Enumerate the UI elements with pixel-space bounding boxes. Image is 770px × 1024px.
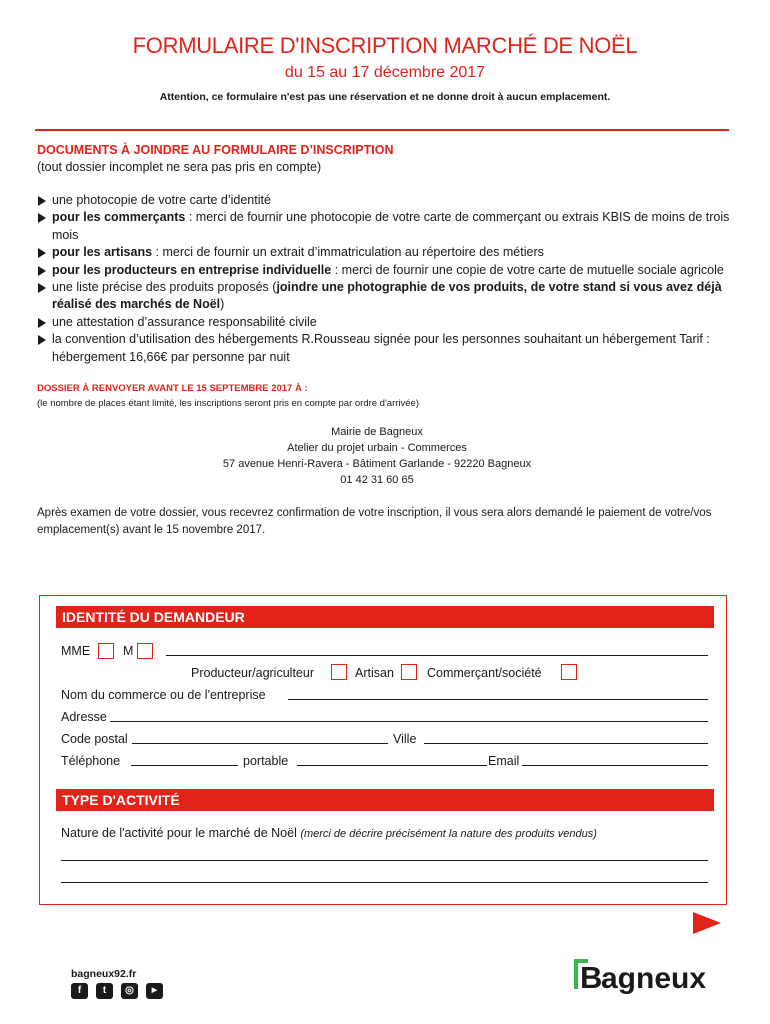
bagneux-logo-graphic [572, 955, 732, 995]
instagram-icon[interactable]: ◎ [121, 983, 138, 999]
activity-nature-label [61, 826, 597, 840]
document-text: la convention d’utilisation des hébergements R.Rousseau signée pour les personnes souhaitant un hébergement Tarif : hébergement 16,66€ par personne par nuit [52, 332, 710, 364]
document-item-id-card [37, 192, 737, 209]
document-category: pour les commerçants [52, 210, 186, 225]
document-emphasis: joindre une photographie de vos produits, de votre stand si vous avez déjà réalisé des marchés de Noël [52, 280, 722, 312]
logo-text: agneux [601, 962, 707, 995]
activity-section-heading: TYPE D'ACTIVITÉ [56, 789, 714, 811]
document-text: : merci de fournir une photocopie de votre carte de commerçant ou extrais KBIS de moins de trois mois [52, 210, 730, 242]
activity-nature-hint: (merci de décrire précisément la nature des produits vendus) [300, 828, 597, 840]
merchant-label: Commerçant/société [427, 666, 542, 680]
mme-checkbox[interactable] [98, 643, 114, 659]
postal-code-label: Code postal [61, 732, 128, 746]
activity-nature-text: Nature de l'activité pour le marché de Noël [61, 826, 297, 840]
form-title: FORMULAIRE D'INSCRIPTION MARCHÉ DE NOËL [132, 33, 638, 58]
document-category: pour les producteurs en entreprise individuelle [52, 262, 332, 277]
city-field[interactable] [424, 743, 708, 744]
document-item-lodging [37, 331, 737, 366]
email-label: Email [488, 754, 520, 768]
activity-line-2[interactable] [61, 882, 708, 883]
website-link[interactable]: bagneux92.fr [71, 968, 137, 980]
registration-form-box [39, 595, 727, 905]
producer-label: Producteur/agriculteur [191, 666, 314, 680]
document-item-merchants [37, 209, 737, 244]
address-field[interactable] [110, 721, 708, 722]
address-line-1: Mairie de Bagneux [331, 426, 423, 438]
documents-list [37, 192, 737, 366]
document-item-producers [37, 262, 737, 279]
event-dates: du 15 au 17 décembre 2017 [284, 64, 486, 81]
document-text: une photocopie de votre carte d’identité [52, 193, 271, 207]
document-text: : merci de fournir un extrait d’immatriculation au répertoire des métiers [152, 245, 544, 260]
business-name-label: Nom du commerce ou de l'entreprise [61, 688, 266, 702]
header-divider [35, 129, 729, 131]
city-label: Ville [393, 732, 417, 746]
document-text: une liste précise des produits proposés ( [52, 280, 277, 295]
name-field[interactable] [166, 655, 708, 656]
merchant-checkbox[interactable] [561, 664, 577, 680]
documents-heading: DOCUMENTS À JOINDRE AU FORMULAIRE D’INSCRIPTION [37, 143, 394, 157]
document-item-insurance [37, 314, 737, 331]
business-name-field[interactable] [288, 699, 708, 700]
deadline-note: (le nombre de places étant limité, les inscriptions seront pris en compte par ordre d'arrivée) [37, 398, 419, 409]
address-label: Adresse [61, 710, 107, 724]
youtube-icon[interactable]: ▶ [146, 983, 163, 999]
producer-checkbox[interactable] [331, 664, 347, 680]
document-item-product-list [37, 279, 737, 314]
mobile-field[interactable] [297, 765, 487, 766]
logo-initial: B [580, 960, 603, 995]
document-text: une attestation d’assurance responsabilité civile [52, 314, 317, 329]
activity-line-1[interactable] [61, 860, 708, 861]
phone-field[interactable] [131, 765, 238, 766]
postal-code-field[interactable] [132, 743, 388, 744]
document-text: : merci de fournir une copie de votre carte de mutuelle sociale agricole [331, 262, 724, 277]
document-category: pour les artisans [52, 245, 153, 260]
next-arrow-icon [693, 912, 721, 934]
confirmation-text: Après examen de votre dossier, vous recevrez confirmation de votre inscription, il vous sera alors demandé le paiement de votre/vos emplacement(s) avant le 15 novembre 2017. [37, 507, 712, 536]
reservation-notice: Attention, ce formulaire n'est pas une réservation et ne donne droit à aucun emplacement. [159, 91, 611, 103]
artisan-checkbox[interactable] [401, 664, 417, 680]
document-text-end: ) [220, 297, 225, 312]
address-line-2: Atelier du projet urbain - Commerces [287, 442, 467, 454]
phone-label: Téléphone [61, 754, 121, 768]
m-checkbox[interactable] [137, 643, 153, 659]
address-line-3: 57 avenue Henri-Ravera - Bâtiment Garlande - 92220 Bagneux [222, 458, 532, 470]
mobile-label: portable [243, 754, 289, 768]
email-field[interactable] [522, 765, 708, 766]
mme-label: MME [61, 644, 91, 658]
facebook-icon[interactable]: f [71, 983, 88, 999]
identity-section-heading: IDENTITÉ DU DEMANDEUR [56, 606, 714, 628]
deadline-heading: DOSSIER À RENVOYER AVANT LE 15 SEPTEMBRE 2017 À : [37, 383, 308, 394]
artisan-label: Artisan [355, 666, 394, 680]
m-label: M [123, 644, 134, 658]
bagneux-logo [572, 955, 732, 995]
document-item-artisans [37, 244, 737, 261]
address-phone: 01 42 31 60 65 [340, 474, 414, 486]
logo-green-bar [574, 959, 578, 989]
twitter-icon[interactable]: t [96, 983, 113, 999]
documents-subheading: (tout dossier incomplet ne sera pas pris en compte) [37, 160, 322, 174]
